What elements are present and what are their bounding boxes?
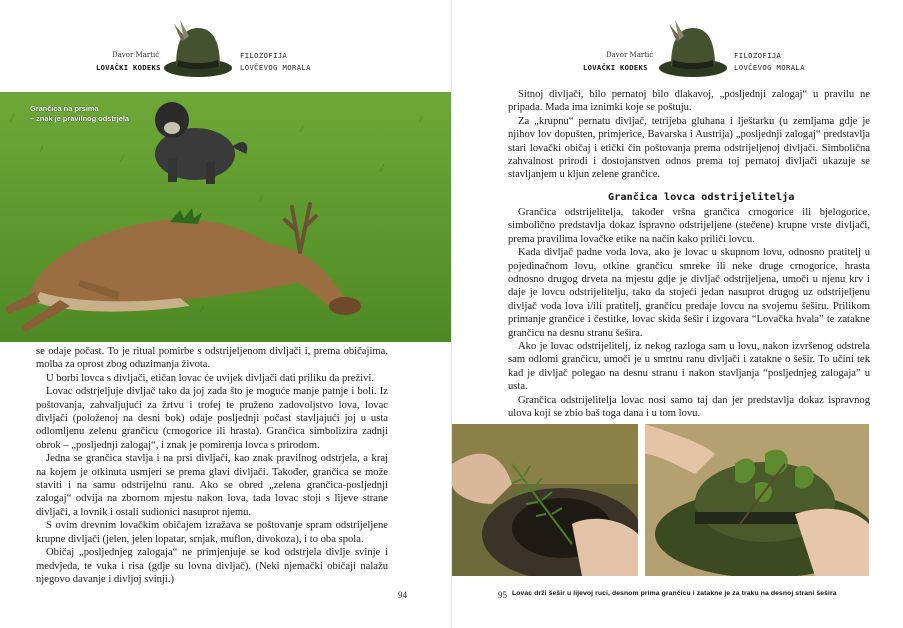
paragraph: Grančica odstrijelitelja lovac nosi samo taj dan jer predstavlja dokaz ispravnog ulova koji se zbio baš toga dana i u tom lovu. bbox=[508, 394, 870, 420]
bottom-photo-caption: Lovac drži šešir u lijevoj ruci, desnom prima grančicu i zatakne je za traku na desnoj strani šešira bbox=[512, 590, 837, 597]
header-author: Davor Martić bbox=[112, 51, 160, 59]
hunter-hat-icon bbox=[162, 20, 234, 80]
hunter-hat-icon bbox=[657, 20, 729, 80]
right-intro-text bbox=[508, 88, 870, 182]
paragraph: Običaj „posljednjeg zalogaja“ ne primjenjuje se kod odstrjela divlje svinje i medvjeda, te vuka i risa (gdje su lovna divljač). (Neki njemački običaji nalažu njegovo davanje i divljoj svinji.) bbox=[36, 547, 388, 585]
paragraph: se odaje počast. To je ritual pomirbe s odstrijeljenom divljači i, prema običajima, molba za oprost zbog oduzimanja života. bbox=[36, 346, 388, 371]
header-author: Davor Martić bbox=[606, 51, 654, 59]
photo-caption-line2: – znak je pravilnog odstrjela bbox=[30, 114, 129, 123]
paragraph: Grančica odstrijelitelja, također vršna grančica crnogorice ili bjelogorice, simbolično predstavlja dokaz ispravno odstrijeljene (stečene) krupne vrste divljači, prema pravilima lovačke etike na način kako priliči lovcu. bbox=[508, 207, 870, 245]
header-series-line1: FILOZOFIJA bbox=[734, 51, 782, 60]
header-book-title: LOVAČKI KODEKS bbox=[583, 63, 648, 72]
photo-caption bbox=[30, 104, 129, 124]
paragraph: U borbi lovca s divljači, etičan lovac će uvijek divljači dati priliku da preživi. bbox=[46, 372, 375, 384]
left-body-text bbox=[36, 345, 388, 586]
right-page bbox=[452, 0, 903, 628]
page-number-right: 95 bbox=[498, 590, 507, 600]
right-header bbox=[452, 18, 903, 88]
header-series-line2: LOVČEVOG MORALA bbox=[734, 63, 805, 72]
paragraph: Lovac odstrjeljuje divljač tako da joj zada što je moguće manje patnje i boli. Iz poštovanja, zahvaljujući za žrtvu i trofej te pruženo zadovoljstvo lova, lovac divljači (položenoj na desni bok) odaje posljednji počast stavljajući joj u usta odlomljenu zelenu grančicu (crnogorice ili hrasta). Grančica simbolizira zadnji obrok – „posljednji zalogaj“, i znak je pomirenja lovca s prirodom. bbox=[36, 386, 388, 451]
hat-twig-photo-left bbox=[452, 424, 638, 576]
paragraph: Ako je lovac odstrijelitelj, iz nekog razloga sam u lovu, nakon izvršenog odstrela sam odlomi grančicu, umoči je u smrtnu ranu divljači i zatakne o šešir. To učini tek kad je divljač polegao na desnu stranu i nakon stavljanja “posljednjeg zalogaja” u usta. bbox=[508, 341, 870, 393]
paragraph: Za „krupnu“ pernatu divljač, tetrijeba gluhana i lještarku (u zemljama gdje je njihov lov dopušten, primjerice, Bavarska i Austrija) „posljednji zalogaj“ predstavlja stari lovački običaj i etički čin poštovanja prema odstrijeljenoj divljači. Simbolična zahvalnost prirodi i dostojanstven odnos prema toj pernatoj divljači ukazuje se stavljanjem u kljun zelene grančice. bbox=[508, 115, 870, 181]
left-page bbox=[0, 0, 451, 628]
header-series-line2: LOVČEVOG MORALA bbox=[240, 63, 311, 72]
left-header bbox=[0, 18, 451, 88]
paragraph: Kada divljač padne voda lova, ako je lovac u skupnom lovu, odnosno pratitelj u pojedinačnom lovu, otkine grančicu smreke ili neke druge crnogorice, hrasta odnosno drugog drveta na mjestu gdje je divljač odstrijeljena, umoči u njenu krv i daje je lovcu odstrijelitelju, tako da stojeći jedan nasuprot drugog uz odstrijeljenu divljač voda lova i/ili pratitelj, grančicu predaje lovcu na svojemu šeširu. Prilikom primanje grančice i čestitke, lovac skida šešir i izgovara “Lovačka hvala” te zatakne grančicu na desnu stranu šešira. bbox=[508, 247, 870, 339]
paragraph: S ovim drevnim lovačkim običajem izražava se poštovanje spram odstrijeljene krupne divljači (jelen, jelen lopatar, srnjak, muflon, divokoza), i to oba spola. bbox=[36, 520, 388, 545]
hat-twig-photo-right bbox=[645, 424, 869, 576]
paragraph: Jedna se grančica stavlja i na prsi divljači, kao znak pravilnog odstrjela, a kraj na kojem je otkinuta usmjeri se prema glavi divljači. Također, grančica se može staviti i na samu odstrijelnu ranu. Ako se obred „zelena grančica-posljednji zalogaj“ odvija na zbornom mjestu nakon lova, tada lovac stoji s lijeve strane divljači, a lovnik i ostali sudionici nasuprot njemu. bbox=[36, 453, 388, 518]
section-heading: Grančica lovca odstrijelitelja bbox=[608, 192, 795, 203]
right-section-text bbox=[508, 206, 870, 421]
header-series-line1: FILOZOFIJA bbox=[240, 51, 288, 60]
deer-dog-photo bbox=[0, 92, 451, 342]
page-number-left: 94 bbox=[398, 590, 407, 600]
header-book-title: LOVAČKI KODEKS bbox=[96, 63, 161, 72]
photo-caption-line1: Grančica na prsima bbox=[30, 104, 99, 113]
paragraph: Sitnoj divljači, bilo pernatoj bilo dlakavoj, „posljednji zalogaj“ u pravilu ne pripada. Mada ima iznimki koje se poštuju. bbox=[508, 89, 870, 114]
